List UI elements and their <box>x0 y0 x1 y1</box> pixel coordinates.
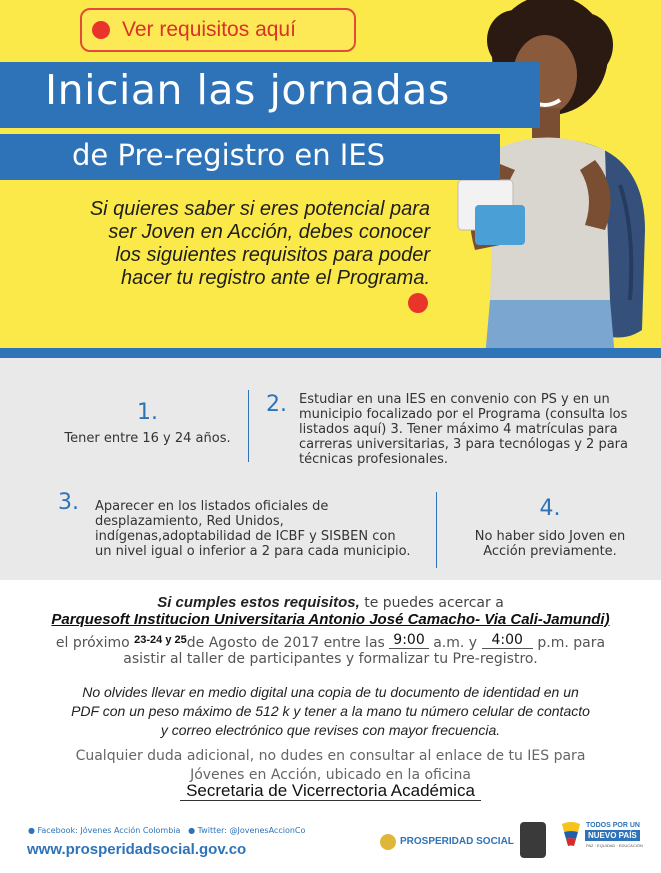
requirements-section <box>0 358 661 580</box>
reminder-line: PDF con un peso máximo de 512 k y tener a la mano tu número celular de contacto <box>71 703 590 719</box>
badge-line-1: TODOS POR UN <box>586 822 640 829</box>
twitter-link[interactable]: Twitter: @JovenesAccionCo <box>197 826 306 835</box>
twitter-icon: ● <box>188 826 196 835</box>
footer <box>0 808 661 873</box>
facebook-icon: ● <box>28 826 35 835</box>
doubt-line-1: Cualquier duda adicional, no dudes en consultar al enlace de tu IES para <box>75 748 586 764</box>
colombia-flag-icon <box>560 820 582 848</box>
doubt-line-2: Jóvenes en Acción, ubicado en la oficina <box>190 767 471 783</box>
intro-line: hacer tu registro ante el Programa. <box>120 267 430 289</box>
requirement-text: Estudiar en una IES en convenio con PS y en un <box>299 392 610 407</box>
time-end: 4:00 <box>482 632 533 649</box>
title-line-2: de Pre-registro en IES <box>72 138 386 172</box>
am-text: a.m. y <box>433 635 478 651</box>
requirement-number: 2. <box>266 392 287 417</box>
badge-line-3: PAZ · EQUIDAD · EDUCACIÓN <box>586 843 643 848</box>
requirement-3-text <box>95 499 430 559</box>
requirement-text: No haber sido Joven en <box>474 529 626 544</box>
intro-line: los siguientes requisitos para poder <box>115 244 430 266</box>
colombia-seal-icon <box>380 834 396 850</box>
office-text: Secretaria de Vicerrectoria Académica <box>180 781 481 801</box>
requirement-3-number <box>58 490 88 515</box>
divider <box>248 390 249 462</box>
reminder-text <box>0 683 661 740</box>
intro-line: ser Joven en Acción, debes conocer <box>108 221 430 243</box>
requirement-2-number <box>266 392 296 417</box>
title-line-1: Inician las jornadas <box>45 66 450 114</box>
cumples-bold: Si cumples estos requisitos, <box>157 594 360 611</box>
red-dot-icon <box>92 21 110 39</box>
facebook-link[interactable]: Facebook: Jóvenes Acción Colombia <box>37 826 181 835</box>
requirement-text: Tener entre 16 y 24 años. <box>64 431 231 446</box>
dates-text: 23-24 y 25 <box>134 634 187 646</box>
subtitle-band <box>0 134 500 180</box>
intro-line: Si quieres saber si eres potencial para <box>89 198 430 220</box>
month-text: de Agosto de 2017 entre las <box>186 635 385 651</box>
red-dot-icon <box>408 293 428 313</box>
place-text: Parquesoft Institucion Universitaria Antonio José Camacho- Via Cali-Jamundi) <box>51 611 610 628</box>
social-links <box>28 826 305 835</box>
requirement-4 <box>455 496 645 559</box>
requirement-text: Aparecer en los listados oficiales de <box>95 499 329 514</box>
hero-strip <box>0 348 661 358</box>
requirements-button-label: Ver requisitos aquí <box>122 18 296 41</box>
title-band <box>0 62 540 128</box>
intro-text <box>70 198 430 290</box>
pm-text: p.m. para <box>537 635 606 651</box>
website-link[interactable]: www.prosperidadsocial.gov.co <box>27 841 247 858</box>
badge-line-2: NUEVO PAÍS <box>585 830 640 841</box>
reminder-line: y correo electrónico que revises con mayor frecuencia. <box>160 722 501 738</box>
reminder-line: No olvides llevar en medio digital una copia de tu documento de identidad en un <box>82 684 579 700</box>
requirement-number: 4. <box>539 496 561 521</box>
requirement-text: indígenas,adoptabilidad de ICBF y SISBEN con <box>95 529 396 544</box>
requirement-text: listados aquí) 3. Tener máximo 4 matrículas para <box>299 422 618 437</box>
cumples-rest: te puedes acercar a <box>359 595 504 611</box>
proximo-text: el próximo <box>55 635 130 651</box>
requirement-1 <box>55 400 240 446</box>
jovenes-accion-logo-icon <box>520 822 546 858</box>
requirement-text: desplazamiento, Red Unidos, <box>95 514 284 529</box>
requirement-number: 3. <box>58 490 79 515</box>
hero-banner <box>0 0 661 358</box>
office-line <box>0 781 661 801</box>
requirement-text: Acción previamente. <box>483 544 617 559</box>
divider <box>436 492 437 568</box>
requirement-text: municipio focalizado por el Programa (consulta los <box>299 407 628 422</box>
cumples-line <box>0 594 661 611</box>
requirement-number: 1. <box>137 400 158 425</box>
date-line <box>0 632 661 651</box>
requirement-text: técnicas profesionales. <box>299 452 449 467</box>
time-start: 9:00 <box>389 632 428 649</box>
requirements-button[interactable] <box>80 8 356 52</box>
requirement-text: un nivel igual o inferior a 2 para cada municipio. <box>95 544 411 559</box>
ps-logo: PROSPERIDAD SOCIAL <box>400 836 514 847</box>
requirement-2-text <box>299 392 644 467</box>
place-line <box>0 611 661 628</box>
asistir-line: asistir al taller de participantes y formalizar tu Pre-registro. <box>123 651 538 667</box>
requirement-text: carreras universitarias, 3 para tecnólogas y 2 para <box>299 437 628 452</box>
